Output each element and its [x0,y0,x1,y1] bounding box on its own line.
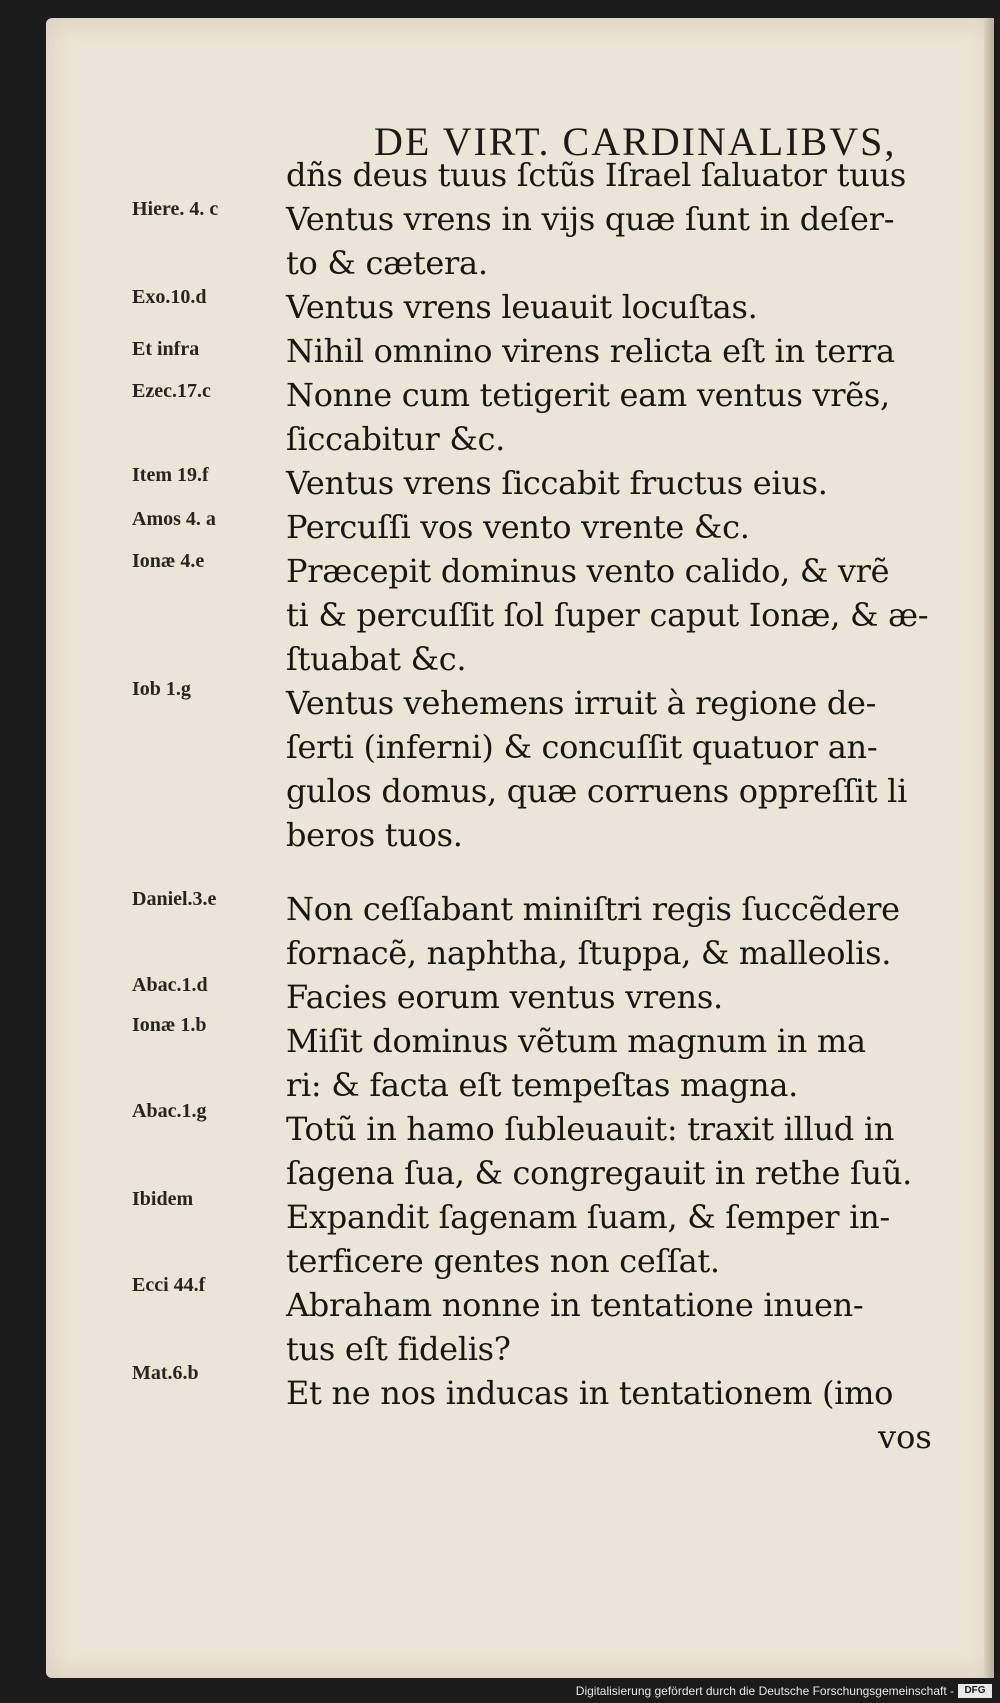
margin-note: Ionæ 4.e [132,550,205,572]
text-line: to & cætera. [286,244,488,282]
text-line: Non ceſſabant miniſtri regis ſuccẽdere [286,890,900,928]
text-line: Facies eorum ventus vrens. [286,978,723,1016]
margin-note: Hiere. 4. c [132,198,219,220]
text-line: Ventus vrens in vijs quæ ſunt in deſer- [286,200,895,238]
margin-note: Amos 4. a [132,508,216,530]
dfg-logo: DFG [958,1684,992,1698]
text-line: dñs deus tuus ſctũs Iſrael ſaluator tuus [286,156,906,194]
footer-bar [0,1680,1000,1703]
margin-note: Abac.1.d [132,974,208,996]
text-line: ſagena ſua, & congregauit in rethe ſuũ. [286,1154,913,1192]
text-line: beros tuos. [286,816,463,854]
margin-note: Ionæ 1.b [132,1014,207,1036]
text-line: Ventus vrens ſiccabit fructus eius. [286,464,828,502]
text-line: Percuſſi vos vento vrente &c. [286,508,750,546]
text-line: Nonne cum tetigerit eam ventus vrẽs, [286,376,890,414]
book-page [46,18,994,1678]
text-line: Miſit dominus vẽtum magnum in ma [286,1022,866,1060]
text-line: Ventus vehemens irruit à regione de- [286,684,877,722]
text-line: ſtuabat &c. [286,640,467,678]
text-line: tus eſt fidelis? [286,1330,511,1368]
margin-note: Ecci 44.f [132,1274,206,1296]
margin-note: Exo.10.d [132,286,207,308]
text-line: Et ne nos inducas in tentationem (imo [286,1374,894,1412]
catchword: vos [878,1418,932,1456]
margin-note: Et infra [132,338,200,360]
text-line: fornacẽ, naphtha, ſtuppa, & malleolis. [286,934,892,972]
running-header: DE VIRT. CARDINALIBVS, [374,119,897,164]
text-line: ſiccabitur &c. [286,420,506,458]
text-line: ti & percuſſit ſol ſuper caput Ionæ, & æ- [286,596,929,634]
text-line: gulos domus, quæ corruens oppreſſit li [286,772,908,810]
text-line: Totũ in hamo ſubleuauit: traxit illud in [286,1110,895,1148]
text-line: Expandit ſagenam ſuam, & ſemper in- [286,1198,890,1236]
text-line: Nihil omnino virens relicta eſt in terra [286,332,895,370]
footer-credit: Digitalisierung gefördert durch die Deutsche Forschungsgemeinschaft - [575,1684,954,1698]
text-line: Præcepit dominus vento calido, & vrẽ [286,552,890,590]
text-line: Ventus vrens leuauit locuſtas. [286,288,758,326]
text-line: terficere gentes non ceſſat. [286,1242,720,1280]
margin-note: Item 19.f [132,464,209,486]
text-line: ſerti (inferni) & concuſſit quatuor an- [286,728,878,766]
text-line: Abraham nonne in tentatione inuen- [286,1286,864,1324]
text-line: ri: & facta eſt tempeſtas magna. [286,1066,799,1104]
margin-note: Iob 1.g [132,678,191,700]
text-block [46,18,994,1678]
margin-note: Ezec.17.c [132,380,211,402]
margin-note: Ibidem [132,1188,194,1210]
margin-note: Mat.6.b [132,1362,199,1384]
margin-note: Abac.1.g [132,1100,207,1122]
margin-note: Daniel.3.e [132,888,217,910]
